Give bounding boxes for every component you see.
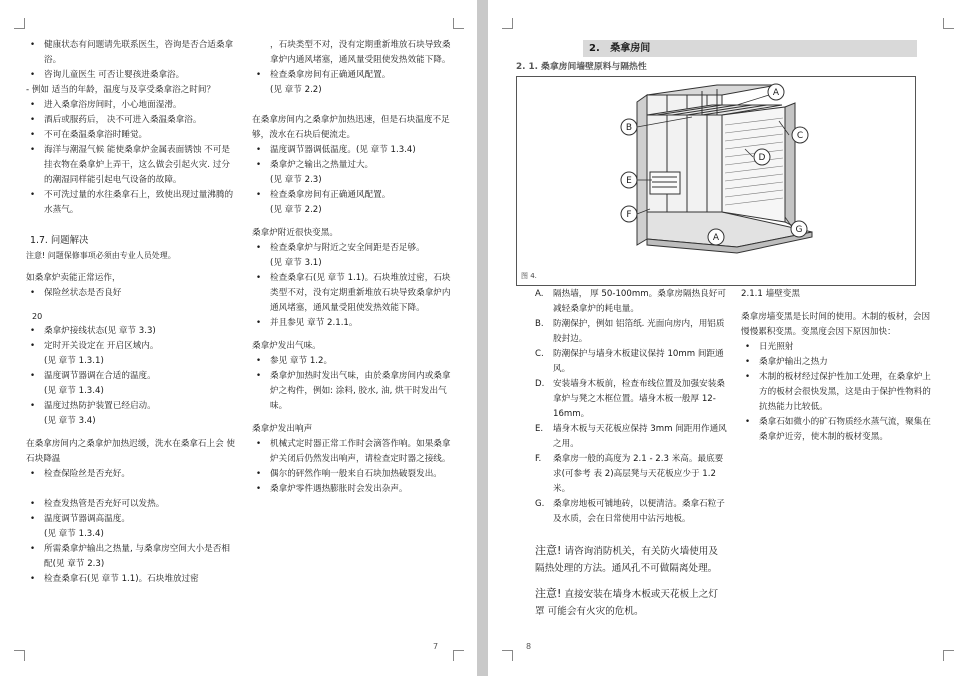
list-item: • 偶尔的砰然作响一般来自石块加热破裂发出。 xyxy=(252,467,452,482)
list-item: • 检查发热管是否充好可以发热。 xyxy=(26,497,238,512)
page-number: 7 xyxy=(433,642,439,651)
section-heading xyxy=(583,40,917,57)
note-label: 注意! xyxy=(535,587,562,600)
item-text: 隔热墙， 厚 50-100mm。桑拿房隔热良好可减轻桑拿炉的耗电量。 xyxy=(553,289,726,314)
item-letter: E. xyxy=(535,424,544,434)
item-letter: F. xyxy=(535,454,542,464)
list-item: • 桑拿炉加热时发出气味，由於桑拿房间内或桑拿炉之构件，例如: 涂料, 胶水, 油, 烘干时发出气味。 xyxy=(252,369,452,414)
wall-layer-item xyxy=(535,287,727,317)
item-letter: C. xyxy=(535,349,544,359)
list-item-continued: (见 章节 1.3.4) xyxy=(44,386,104,396)
crop-mark xyxy=(14,650,25,661)
list-item: • 海洋与潮湿气候 能使桑拿炉金属表面锈蚀 不可是挂衣物在桑拿炉上弄干，这么做会引起火灾. 过分的潮湿同样能引起电气设备的故障。 xyxy=(26,143,238,188)
list-item: • 温度过热防护装置已经启动。 xyxy=(26,399,238,414)
list-item: • 健康状态有问题请先联系医生，咨询是否合适桑拿浴。 xyxy=(26,38,238,68)
list-item-continued: ，石块类型不对，没有定期重新堆放石块导致桑拿炉内通风堵塞，通风量受阻使发热效能下降。 xyxy=(270,40,451,65)
item-text: 安装墙身木板前，检查布线位置及加强安装桑拿炉与凳之木框位置。墙身木板一般厚 12-16mm。 xyxy=(553,379,725,419)
list-item-continued: (见 章节 3.4) xyxy=(44,416,96,426)
svg-text:E: E xyxy=(626,176,632,186)
label-a-bottom xyxy=(621,206,637,222)
list-item: • 进入桑拿浴房间时，小心地面湿滑。 xyxy=(26,98,238,113)
item-letter: D. xyxy=(535,379,545,389)
list-item: • 检查桑拿房间有正确通风配置。 xyxy=(252,188,452,203)
section-title: 1.7. 问题解决 xyxy=(30,235,89,246)
page-marker: 20 xyxy=(32,312,43,321)
crop-mark xyxy=(502,18,513,29)
item-text: 防潮保护与墙身木板建议保持 10mm 间距通风。 xyxy=(553,349,724,374)
page-number: 8 xyxy=(526,642,532,651)
svg-text:F: F xyxy=(626,210,632,220)
crop-mark xyxy=(943,18,954,29)
paragraph: - 例如 适当的年龄，温度与及享受桑拿浴之时间？ xyxy=(26,85,216,95)
svg-text:A: A xyxy=(712,233,720,243)
case6-title: 桑拿炉发出响声 xyxy=(252,424,313,434)
sauna-wall-diagram xyxy=(517,77,915,285)
section-title: 桑拿房间 xyxy=(610,43,651,54)
note-label: 注意! xyxy=(535,544,562,557)
list-item-continued: (见 章节 1.3.4) xyxy=(44,529,104,539)
list-item-continued: (见 章节 2.2) xyxy=(270,85,322,95)
list-item-continued: (见 章节 3.1) xyxy=(270,258,322,268)
svg-text:A: A xyxy=(772,88,780,98)
case4-title: 桑拿炉附近很快变黑。 xyxy=(252,228,338,238)
right-column-2 xyxy=(741,287,935,445)
item-letter: G. xyxy=(535,499,545,509)
list-item: • 温度调节器调低温度。(见 章节 1.3.4) xyxy=(252,143,452,158)
crop-mark xyxy=(943,650,954,661)
list-item: • 保险丝状态是否良好 xyxy=(26,286,238,301)
case2-title: 在桑拿房间内之桑拿炉加热迟缓，洗水在桑拿石上会 使石块降温 xyxy=(26,439,235,464)
crop-mark xyxy=(453,650,464,661)
list-item: • 参见 章节 1.2。 xyxy=(252,354,452,369)
item-text: 桑拿房地板可铺地砖，以便清洁。桑拿石粒子及水质，会在日常使用中沾污地板。 xyxy=(553,499,725,524)
wall-blacken-text: 桑拿房墙变黑是长时间的使用。木制的板材，会因慢慢累积变黑。变黑度会因下原因加快： xyxy=(741,312,931,337)
item-letter: A. xyxy=(535,289,544,299)
list-item: • 检查保险丝是否充好。 xyxy=(26,467,238,482)
list-item: • 检查桑拿房间有正确通风配置。 xyxy=(252,68,452,83)
list-item: • 所需桑拿炉输出之热量, 与桑拿房空间大小是否相配(见 章节 2.3) xyxy=(26,542,238,572)
item-text: 墙身木板与天花板应保持 3mm 间距用作通风之用。 xyxy=(553,424,727,449)
note-2: 注意! 直接安装在墙身木板或天花板上之灯罩 可能会有火灾的危机。 xyxy=(535,587,718,617)
svg-text:C: C xyxy=(796,131,804,141)
list-item: • 桑拿炉输出之热力 xyxy=(741,355,935,370)
label-d xyxy=(754,149,770,165)
list-item: • 不可洗过量的水往桑拿石上，致使出现过量沸腾的水蒸气。 xyxy=(26,188,238,218)
list-item: • 温度调节器调高温度。 xyxy=(26,512,238,527)
left-column-2 xyxy=(252,38,452,497)
crop-mark xyxy=(502,650,513,661)
list-item-continued: (见 章节 2.2) xyxy=(270,205,322,215)
wall-layer-item xyxy=(535,422,727,452)
section-number: 2. xyxy=(589,43,600,54)
right-column-1 xyxy=(535,287,727,620)
case3-title: 在桑拿房间内之桑拿炉加热迅速，但是石块温度不足够，泼水在石块后便流走。 xyxy=(252,115,450,140)
list-item-continued: (见 章节 1.3.1) xyxy=(44,356,104,366)
crop-mark xyxy=(453,18,464,29)
label-e xyxy=(792,127,808,143)
list-item: • 检查桑拿炉与附近之安全间距是否足够。 xyxy=(252,241,452,256)
list-item: • 检查桑拿石(见 章节 1.1)。石块堆放过密，石块类型不对，没有定期重新堆放石块导致桑拿炉内通风堵塞，通风量受阻使发热效能下降。 xyxy=(252,271,452,316)
list-item: • 不可在桑温桑拿浴时睡觉。 xyxy=(26,128,238,143)
left-page xyxy=(0,0,477,676)
list-item: • 桑拿炉接线状态(见 章节 3.3) xyxy=(26,324,238,339)
list-item: • 检查桑拿石(见 章节 1.1)。石块堆放过密 xyxy=(26,572,238,587)
list-item: • 木制的板材经过保护性加工处理，在桑拿炉上方的板材会很快发黑，这是由于保护性物料的抗热能力比较低。 xyxy=(741,370,935,415)
list-item: • 桑拿炉零件遇热膨胀时会发出杂声。 xyxy=(252,482,452,497)
figure-4 xyxy=(516,76,916,286)
label-b xyxy=(621,172,637,188)
note-1: 注意! 请咨询消防机关，有关防火墙使用及隔热处理的方法。通风孔不可做隔离处理。 xyxy=(535,544,718,574)
wall-layer-item xyxy=(535,347,727,377)
list-item: • 桑拿石如微小的矿石物质经水蒸气流，聚集在桑拿炉近旁，使木制的板材变黑。 xyxy=(741,415,935,445)
list-item: • 酒后或服药后， 决不可进入桑温桑拿浴。 xyxy=(26,113,238,128)
left-column-1 xyxy=(26,38,238,587)
list-item-continued: (见 章节 2.3) xyxy=(270,175,322,185)
svg-text:D: D xyxy=(758,153,766,163)
label-g xyxy=(708,229,724,245)
list-item: • 机械式定时器正常工作时会滴答作响。如果桑拿炉关闭后仍然发出响声，请检查定时器之接线。 xyxy=(252,437,452,467)
wall-layer-item xyxy=(535,317,727,347)
svg-text:B: B xyxy=(625,123,633,133)
crop-mark xyxy=(14,18,25,29)
list-item: • 桑拿炉之输出之热量过大。 xyxy=(252,158,452,173)
wall-layer-item xyxy=(535,452,727,497)
list-item: • 温度调节器调在合适的温度。 xyxy=(26,369,238,384)
item-letter: B. xyxy=(535,319,544,329)
wall-layer-item xyxy=(535,377,727,422)
list-item: • 日光照射 xyxy=(741,340,935,355)
label-f xyxy=(621,119,637,135)
list-item: • 定时开关设定在 开启区域内。 xyxy=(26,339,238,354)
figure-caption: 图 4. xyxy=(521,272,537,280)
item-text: 防潮保护，例如 铝箔纸. 光面向房内，用铝质胶封边。 xyxy=(553,319,725,344)
label-c xyxy=(791,221,807,237)
svg-text:G: G xyxy=(795,225,803,235)
wall-layer-item xyxy=(535,497,727,527)
case5-title: 桑拿炉发出气味。 xyxy=(252,341,321,351)
note-line: 注意! 问题保修事项必须由专业人员处理。 xyxy=(26,251,176,260)
list-item: • 咨询儿童医生 可否让婴孩进桑拿浴。 xyxy=(26,68,238,83)
list-item: • 并且参见 章节 2.1.1。 xyxy=(252,316,452,331)
page-gap xyxy=(477,0,488,676)
case1-title: 如桑拿炉卖能正常运作， xyxy=(26,273,121,283)
label-a-top xyxy=(768,84,784,100)
subsection-title: 2. 1. 桑拿房间墙壁原料与隔热性 xyxy=(516,62,647,72)
item-text: 桑拿房一般的高度为 2.1 - 2.3 米高。最底要求(可参考 表 2)高层凳与天花板应少于 1.2 米。 xyxy=(553,454,724,494)
subsection-2-1-1-title: 2.1.1 墙壁变黑 xyxy=(741,289,800,299)
